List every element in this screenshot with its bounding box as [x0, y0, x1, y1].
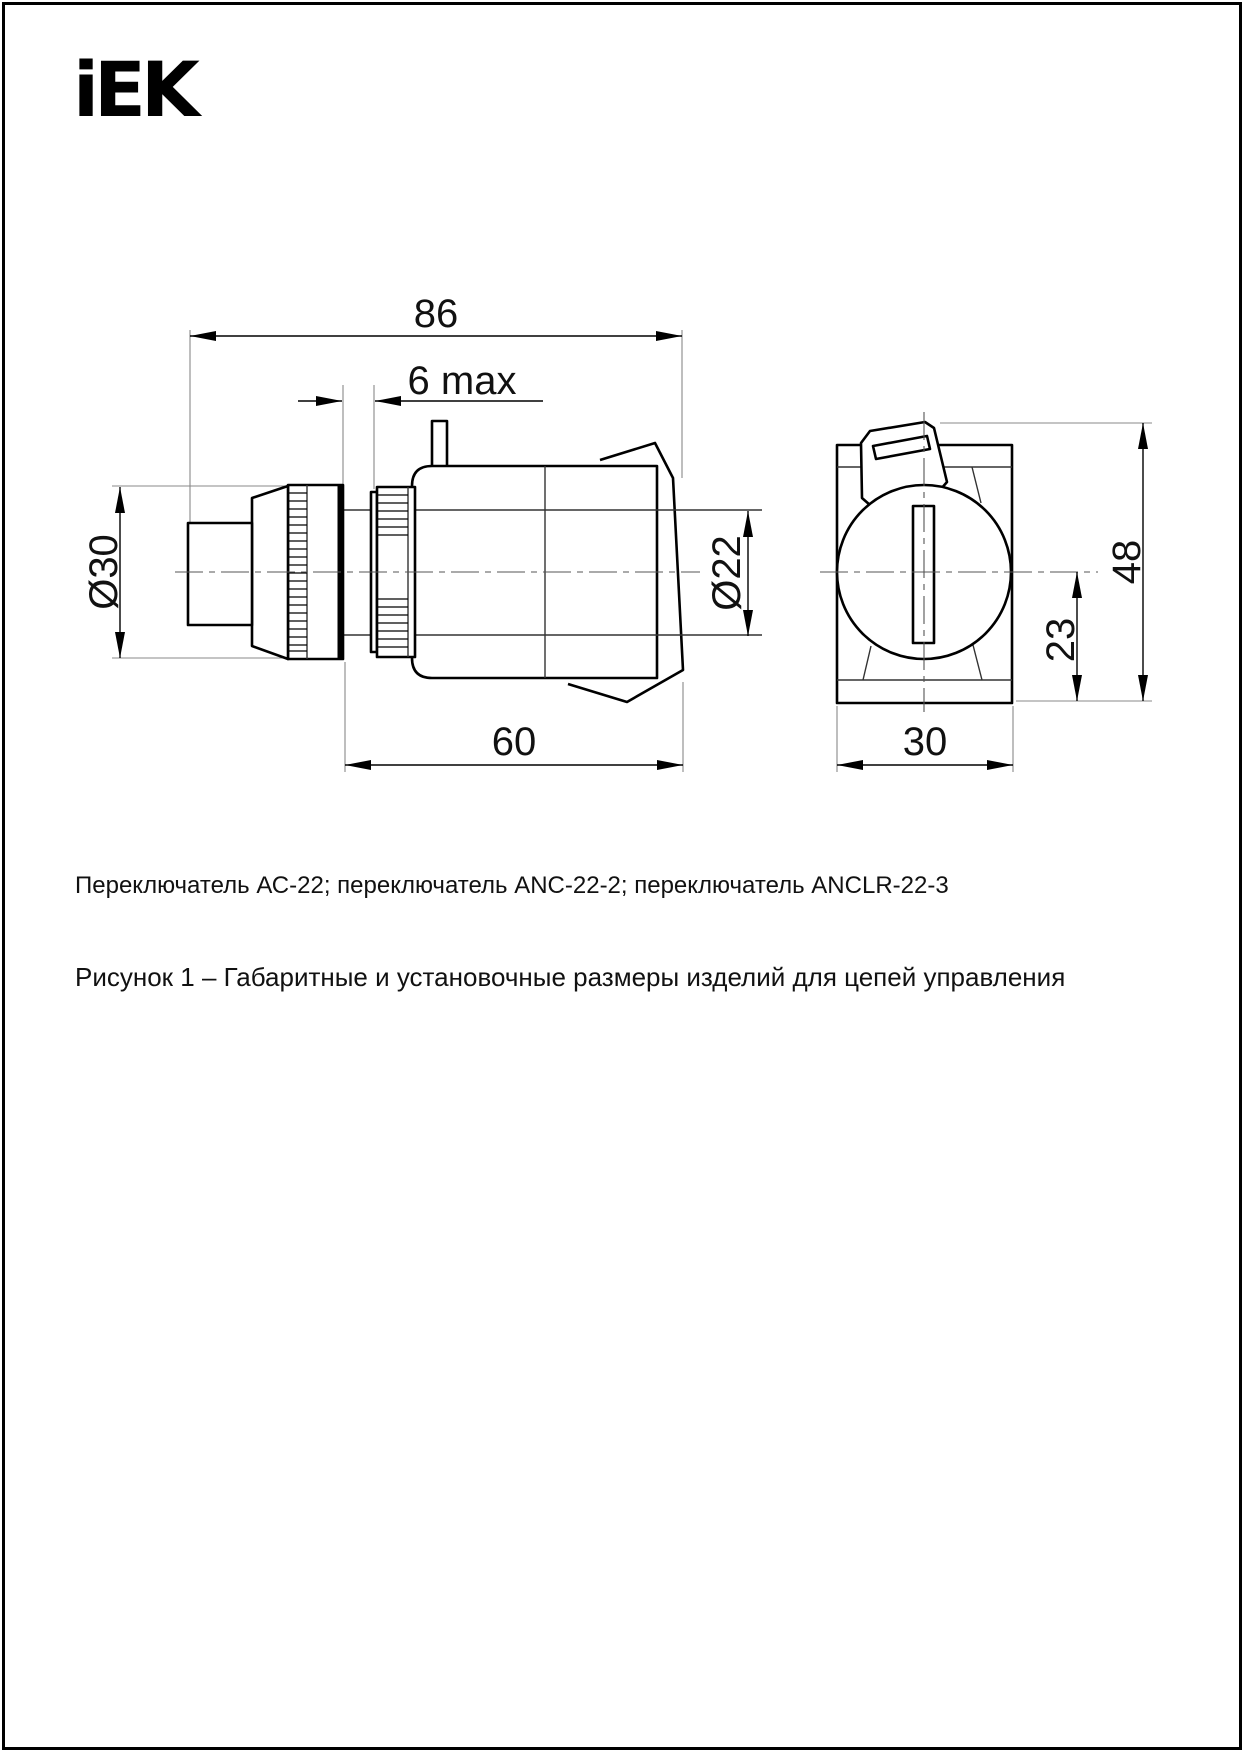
side-view	[82, 292, 762, 772]
dim-23-label: 23	[1039, 617, 1083, 663]
arrow-right-icon	[657, 760, 683, 770]
terminal-pin	[432, 421, 447, 468]
arrow-up-icon	[743, 511, 753, 537]
iek-logo-text: iEK	[73, 48, 195, 128]
dim-60	[345, 720, 683, 770]
dim-d22-label: Ø22	[705, 535, 749, 611]
caption-product-list: Переключатель АС-22; переключатель ANC-22-2; переключатель ANCLR-22-3	[75, 872, 949, 899]
arrow-down-icon	[743, 610, 753, 636]
dim-23	[1039, 572, 1083, 701]
dim-48	[1105, 423, 1149, 701]
arrow-down-icon	[1138, 675, 1148, 701]
dim-86-label: 86	[413, 292, 459, 336]
dim-30-label: 30	[902, 720, 948, 764]
dim-d30-label: Ø30	[82, 534, 126, 610]
arrow-right-icon	[316, 396, 342, 406]
arrow-right-icon	[987, 760, 1013, 770]
arrow-left-icon	[375, 396, 401, 406]
actuator-button	[188, 523, 252, 625]
arrow-up-icon	[1072, 572, 1082, 598]
arrow-left-icon	[837, 760, 863, 770]
arrow-right-icon	[656, 331, 682, 341]
caption-figure-title: Рисунок 1 – Габаритные и установочные размеры изделий для цепей управления	[75, 962, 1066, 992]
dim-6max-label: 6 max	[407, 359, 517, 403]
dim-30	[837, 720, 1013, 770]
dim-48-label: 48	[1105, 539, 1149, 585]
dim-86	[190, 292, 682, 341]
dim-d22	[705, 511, 753, 636]
arrow-down-icon	[1072, 675, 1082, 701]
arrow-left-icon	[345, 760, 371, 770]
arrow-down-icon	[115, 632, 125, 658]
arrow-up-icon	[1138, 423, 1148, 449]
dim-60-label: 60	[491, 720, 537, 764]
arrow-left-icon	[190, 331, 216, 341]
dim-d30	[82, 487, 126, 658]
dim-6max	[298, 359, 543, 406]
arrow-up-icon	[115, 487, 125, 513]
front-view	[820, 412, 1152, 772]
